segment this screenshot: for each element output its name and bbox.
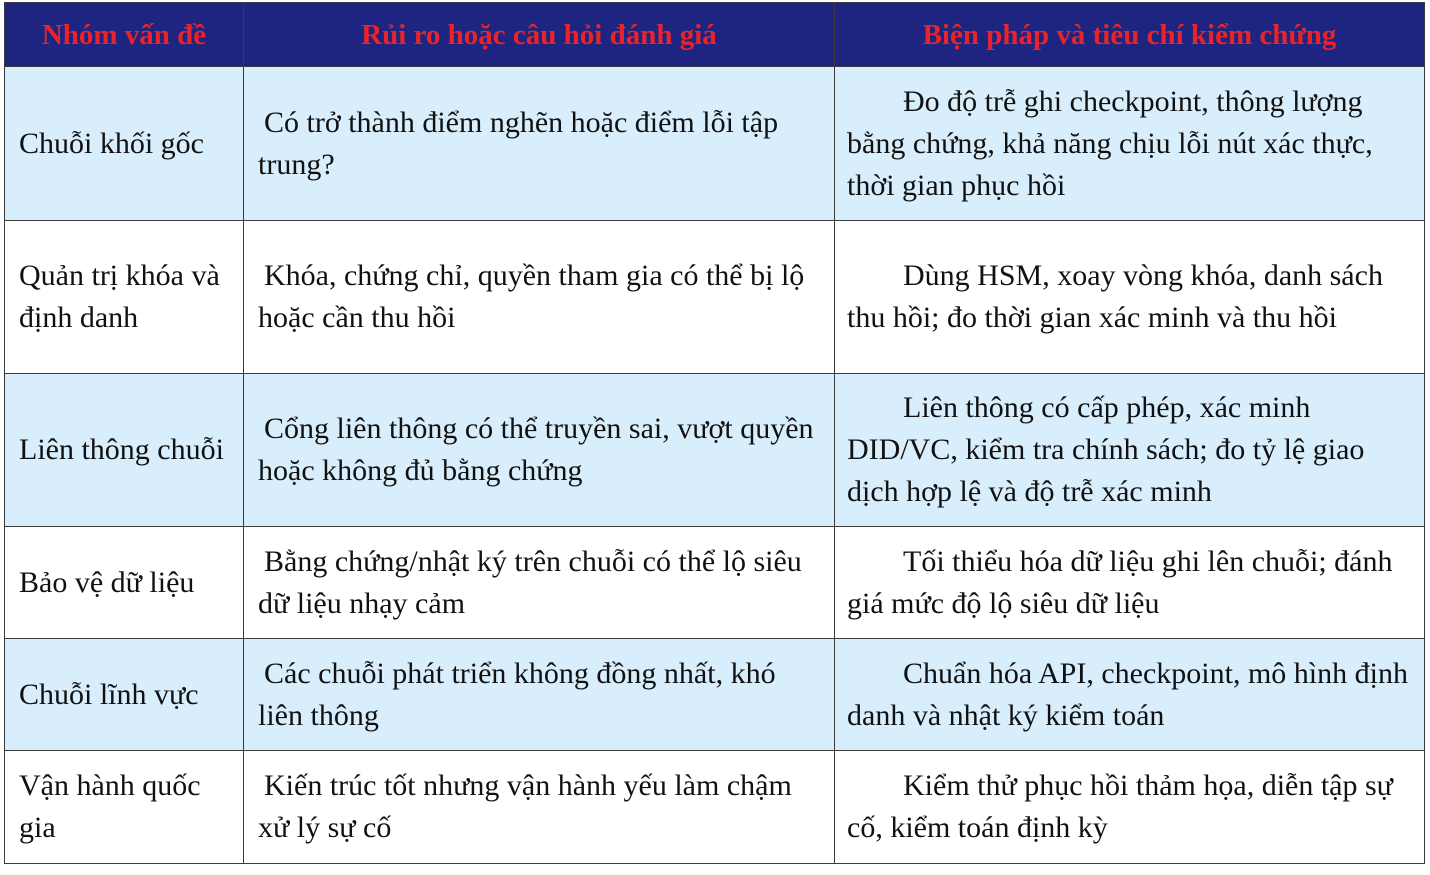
risk-cell: Kiến trúc tốt nhưng vận hành yếu làm chậm xử lý sự cố bbox=[244, 751, 835, 864]
table-header-row bbox=[5, 3, 1425, 67]
group-cell: Chuỗi khối gốc bbox=[5, 67, 244, 221]
table-row bbox=[5, 751, 1425, 864]
group-cell: Bảo vệ dữ liệu bbox=[5, 527, 244, 639]
header-measure: Biện pháp và tiêu chí kiểm chứng bbox=[835, 3, 1425, 67]
measure-cell: Đo độ trễ ghi checkpoint, thông lượng bằng chứng, khả năng chịu lỗi nút xác thực, thời gian phục hồi bbox=[835, 67, 1425, 221]
table-row bbox=[5, 221, 1425, 374]
measure-cell: Dùng HSM, xoay vòng khóa, danh sách thu hồi; đo thời gian xác minh và thu hồi bbox=[835, 221, 1425, 374]
group-cell: Quản trị khóa và định danh bbox=[5, 221, 244, 374]
measure-cell: Tối thiểu hóa dữ liệu ghi lên chuỗi; đánh giá mức độ lộ siêu dữ liệu bbox=[835, 527, 1425, 639]
risk-cell: Các chuỗi phát triển không đồng nhất, khó liên thông bbox=[244, 639, 835, 751]
group-cell: Chuỗi lĩnh vực bbox=[5, 639, 244, 751]
group-cell: Vận hành quốc gia bbox=[5, 751, 244, 864]
risk-cell: Có trở thành điểm nghẽn hoặc điểm lỗi tập trung? bbox=[244, 67, 835, 221]
risk-cell: Cổng liên thông có thể truyền sai, vượt quyền hoặc không đủ bằng chứng bbox=[244, 374, 835, 527]
table-row bbox=[5, 527, 1425, 639]
risk-cell: Khóa, chứng chỉ, quyền tham gia có thể bị lộ hoặc cần thu hồi bbox=[244, 221, 835, 374]
table-row bbox=[5, 67, 1425, 221]
group-cell: Liên thông chuỗi bbox=[5, 374, 244, 527]
measure-cell: Liên thông có cấp phép, xác minh DID/VC, kiểm tra chính sách; đo tỷ lệ giao dịch hợp lệ và độ trễ xác minh bbox=[835, 374, 1425, 527]
header-risk: Rủi ro hoặc câu hỏi đánh giá bbox=[244, 3, 835, 67]
table-row bbox=[5, 374, 1425, 527]
evaluation-table bbox=[4, 2, 1425, 864]
table-row bbox=[5, 639, 1425, 751]
measure-cell: Chuẩn hóa API, checkpoint, mô hình định danh và nhật ký kiểm toán bbox=[835, 639, 1425, 751]
risk-cell: Bằng chứng/nhật ký trên chuỗi có thể lộ siêu dữ liệu nhạy cảm bbox=[244, 527, 835, 639]
measure-cell: Kiểm thử phục hồi thảm họa, diễn tập sự cố, kiểm toán định kỳ bbox=[835, 751, 1425, 864]
header-group: Nhóm vấn đề bbox=[5, 3, 244, 67]
